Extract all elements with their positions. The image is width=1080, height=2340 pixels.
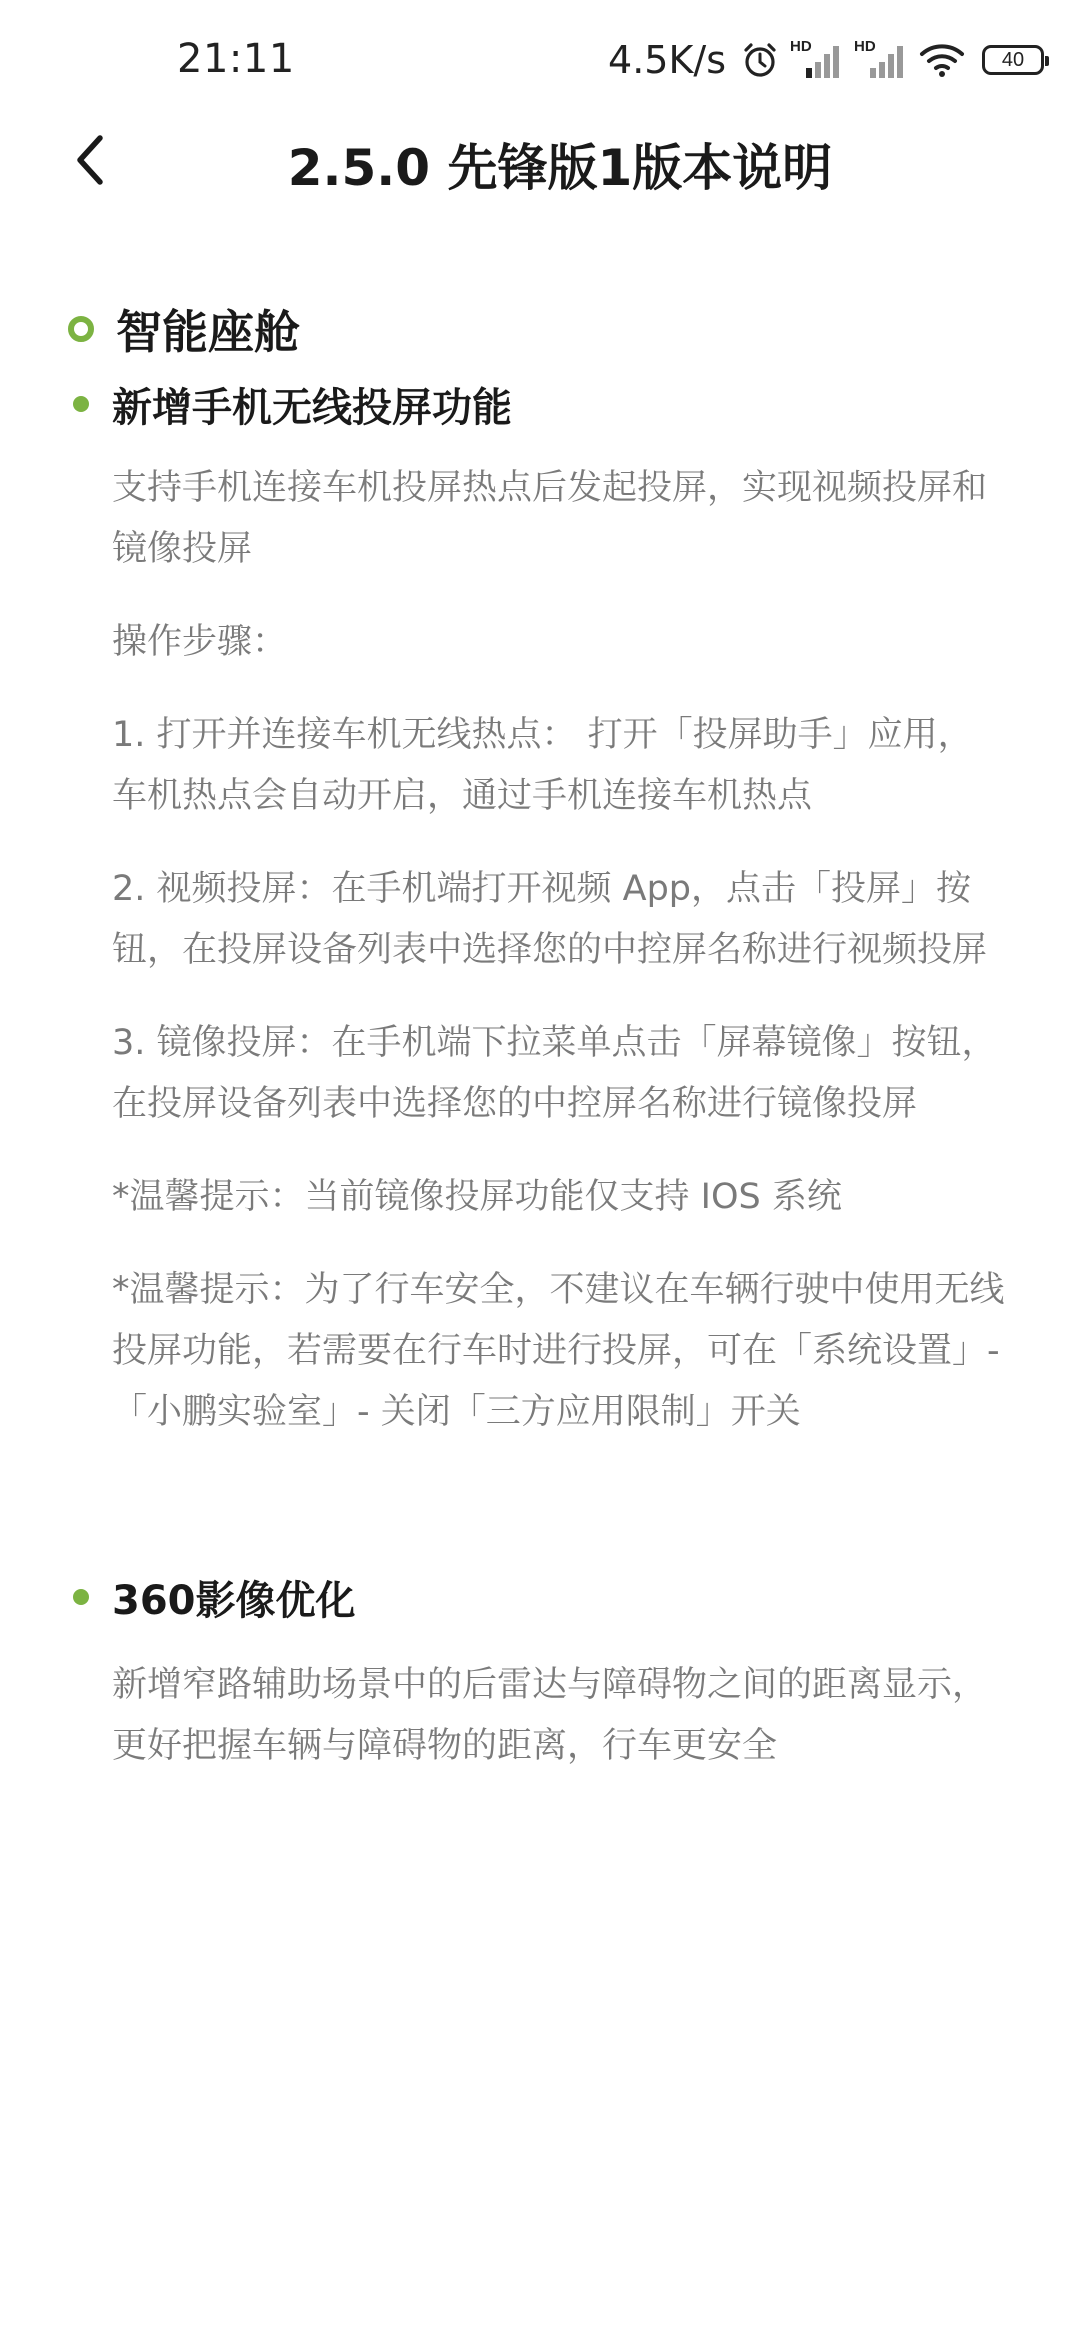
feature-title: 新增手机无线投屏功能 [112, 385, 512, 431]
bullet-dot-icon [73, 396, 89, 412]
status-indicators [608, 32, 1044, 88]
feature-paragraph: *温馨提示：为了行车安全，不建议在车辆行驶中使用无线投屏功能，若需要在行车时进行投屏，可在「系统设置」-「小鹏实验室」- 关闭「三方应用限制」开关 [112, 1270, 1005, 1432]
bullet-dot-icon [73, 1589, 89, 1605]
alarm-icon [740, 40, 780, 80]
section-title: 智能座舱 [116, 305, 300, 359]
feature-title: 360影像优化 [112, 1578, 356, 1624]
feature-paragraph: 新增窄路辅助场景中的后雷达与障碍物之间的距离显示，更好把握车辆与障碍物的距离，行车更安全 [112, 1665, 988, 1766]
network-speed: 4.5K/s [608, 38, 726, 82]
release-notes-content [0, 290, 1080, 1777]
signal-icon [790, 38, 844, 82]
hd-label: HD [854, 38, 876, 55]
header [0, 120, 1080, 198]
feature-paragraph: 操作步骤： [112, 622, 288, 662]
battery-icon [982, 45, 1044, 75]
status-bar [0, 0, 1080, 120]
feature-paragraph: *温馨提示：当前镜像投屏功能仅支持 IOS 系统 [112, 1177, 842, 1217]
hd-label: HD [790, 38, 812, 55]
feature-header [0, 372, 1080, 438]
feature-360-camera [0, 1565, 1080, 1777]
status-time: 21:11 [177, 36, 295, 82]
feature-paragraph: 3. 镜像投屏：在手机端下拉菜单点击「屏幕镜像」按钮，在投屏设备列表中选择您的中控屏名称进行镜像投屏 [112, 1023, 997, 1124]
feature-paragraph: 2. 视频投屏：在手机端打开视频 App，点击「投屏」按钮，在投屏设备列表中选择您的中控屏名称进行视频投屏 [112, 869, 988, 970]
feature-wireless-projection [0, 372, 1080, 1443]
feature-header [0, 1565, 1080, 1631]
feature-paragraph: 1. 打开并连接车机无线热点： 打开「投屏助手」应用，车机热点会自动开启，通过手机连接车机热点 [112, 715, 973, 816]
page-title: 2.5.0 先锋版1版本说明 [287, 139, 833, 197]
wifi-icon [918, 40, 966, 80]
feature-paragraph: 支持手机连接车机投屏热点后发起投屏，实现视频投屏和镜像投屏 [112, 468, 988, 569]
section-header [0, 290, 1080, 370]
signal-icon [854, 38, 908, 82]
section-ring-icon [68, 316, 94, 342]
battery-level: 40 [1001, 48, 1025, 71]
